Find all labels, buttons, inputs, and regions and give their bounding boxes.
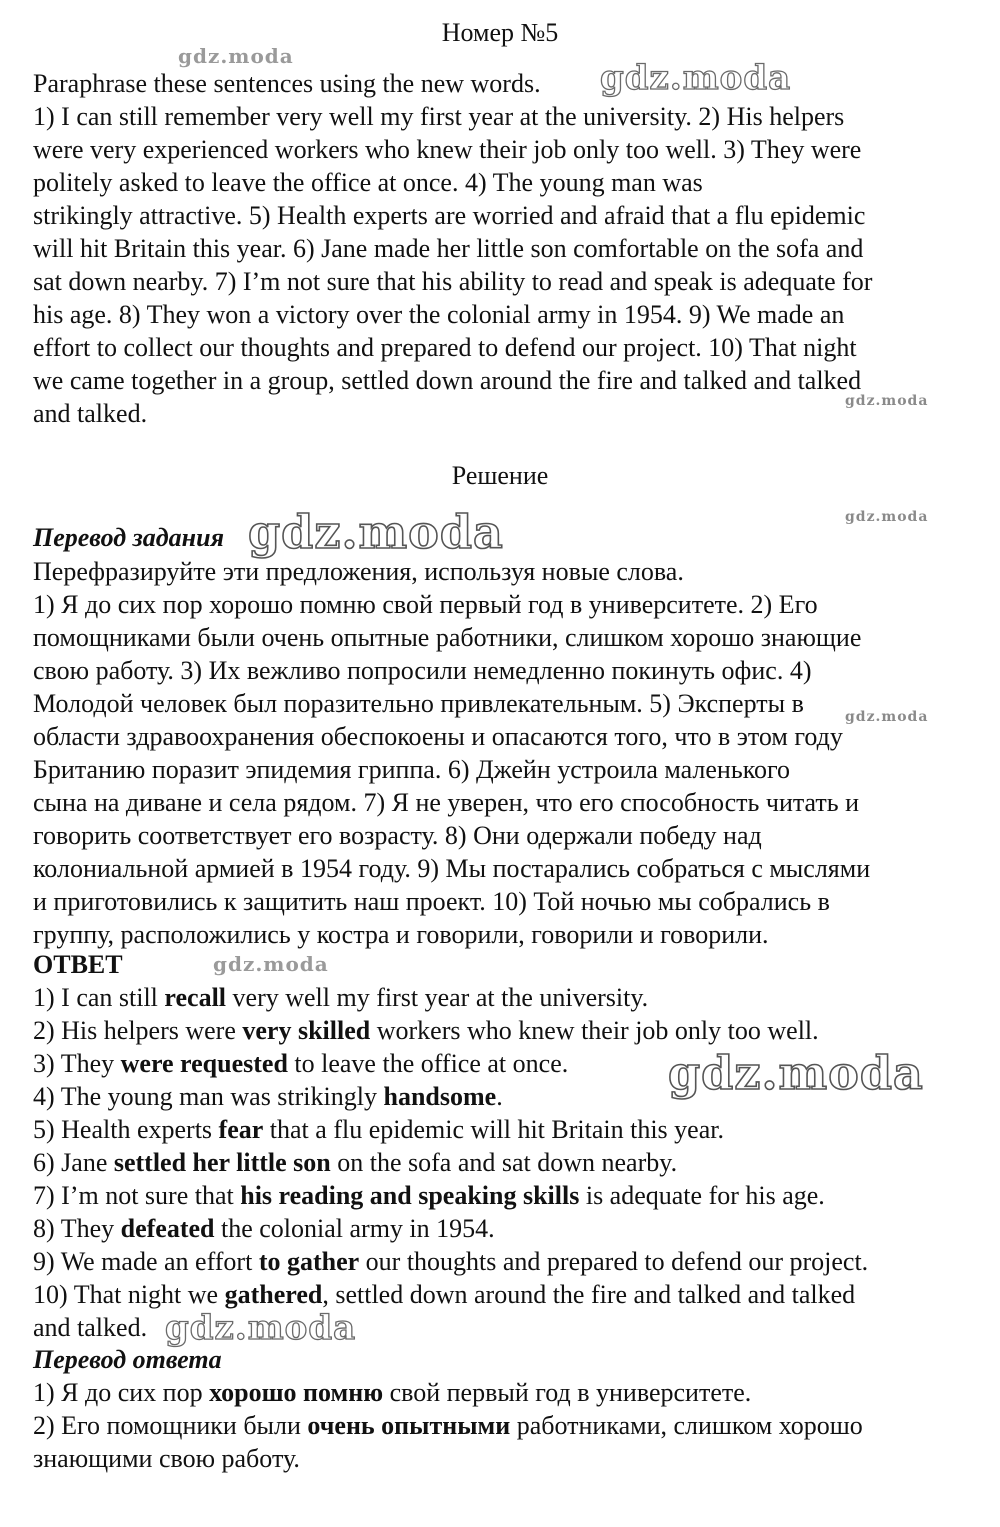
text-segment: workers who knew their job only too well.: [370, 1016, 819, 1045]
watermark: gdz.moda: [165, 1308, 357, 1348]
text-segment: 1) Я до сих пор: [33, 1378, 210, 1407]
answer-line: [33, 1146, 988, 1179]
translation-line: говорить соответствует его возрасту. 8) Они одержали победу над: [33, 821, 762, 850]
highlighted-phrase: очень опытными: [307, 1411, 511, 1440]
answer-sentences: [33, 981, 988, 1344]
task-instruction: Paraphrase these sentences using the new words.: [33, 69, 541, 98]
translation-line: 1) Я до сих пор хорошо помню свой первый год в университете. 2) Его: [33, 590, 818, 619]
translation-line: Британию поразит эпидемия гриппа. 6) Джейн устроила маленького: [33, 755, 791, 784]
task-line: and talked.: [33, 399, 148, 428]
text-segment: 9) We made an effort: [33, 1247, 259, 1276]
translation-text: [33, 555, 988, 951]
task-line: sat down nearby. 7) I’m not sure that his ability to read and speak is adequate for: [33, 267, 873, 296]
translation-line: Молодой человек был поразительно привлекательным. 5) Эксперты в: [33, 689, 804, 718]
text-segment: 6) Jane: [33, 1148, 114, 1177]
watermark: gdz.moda: [248, 505, 504, 559]
answer-translation-line: [33, 1442, 988, 1475]
task-line: strikingly attractive. 5) Health experts are worried and afraid that a flu epidemic: [33, 201, 866, 230]
text-segment: работниками, слишком хорошо: [510, 1411, 863, 1440]
highlighted-phrase: gathered: [224, 1280, 323, 1309]
text-segment: the colonial army in 1954.: [214, 1214, 495, 1243]
text-segment: 8) They: [33, 1214, 121, 1243]
text-segment: 7) I’m not sure that: [33, 1181, 241, 1210]
translation-line: Перефразируйте эти предложения, используя новые слова.: [33, 557, 684, 586]
text-segment: .: [496, 1082, 503, 1111]
answer-translation-text: [33, 1376, 988, 1475]
solution-heading: Решение: [451, 461, 549, 490]
highlighted-phrase: handsome: [383, 1082, 497, 1111]
task-line: his age. 8) They won a victory over the colonial army in 1954. 9) We made an: [33, 300, 845, 329]
watermark: gdz.moda: [845, 709, 929, 725]
task-line: effort to collect our thoughts and prepared to defend our project. 10) That night: [33, 333, 857, 362]
text-segment: 3) They: [33, 1049, 121, 1078]
text-segment: that a flu epidemic will hit Britain this year.: [263, 1115, 724, 1144]
text-segment: and talked.: [33, 1313, 148, 1342]
translation-line: помощниками были очень опытные работники, слишком хорошо знающие: [33, 623, 862, 652]
watermark: gdz.moda: [600, 58, 792, 98]
highlighted-phrase: to gather: [258, 1247, 360, 1276]
text-segment: to leave the office at once.: [287, 1049, 569, 1078]
answer-heading: ОТВЕТ: [33, 950, 123, 979]
highlighted-phrase: recall: [164, 983, 227, 1012]
watermark: gdz.moda: [178, 44, 294, 68]
answer-translation-sentences: [33, 1376, 988, 1475]
task-line: 1) I can still remember very well my first year at the university. 2) His helpers: [33, 102, 845, 131]
answer-line: [33, 1014, 988, 1047]
highlighted-phrase: were requested: [120, 1049, 288, 1078]
translation-line: и приготовились к защитить наш проект. 10) Той ночью мы собрались в: [33, 887, 830, 916]
highlighted-phrase: fear: [218, 1115, 264, 1144]
text-segment: знающими свою работу.: [33, 1444, 300, 1473]
highlighted-phrase: very skilled: [242, 1016, 371, 1045]
task-line: we came together in a group, settled down around the fire and talked and talked: [33, 366, 862, 395]
text-segment: 2) His helpers were: [33, 1016, 243, 1045]
text-segment: , settled down around the fire and talked and talked: [322, 1280, 856, 1309]
text-segment: our thoughts and prepared to defend our project.: [359, 1247, 869, 1276]
task-line: politely asked to leave the office at once. 4) The young man was: [33, 168, 703, 197]
answer-line: [33, 1113, 988, 1146]
translation-heading: Перевод задания: [33, 523, 224, 552]
answer-line: [33, 1245, 988, 1278]
answer-translation-heading: Перевод ответа: [33, 1345, 222, 1374]
translation-line: области здравоохранения обеспокоены и опасаются того, что в этом году: [33, 722, 843, 751]
translation-line: колониальной армией в 1954 году. 9) Мы постарались собраться с мыслями: [33, 854, 871, 883]
highlighted-phrase: defeated: [120, 1214, 215, 1243]
answer-line: [33, 1179, 988, 1212]
translation-line: свою работу. 3) Их вежливо попросили немедленно покинуть офис. 4): [33, 656, 812, 685]
task-line: were very experienced workers who knew their job only too well. 3) They were: [33, 135, 862, 164]
task-sentences: [33, 100, 988, 430]
page-title: Номер №5: [441, 18, 559, 47]
answer-text: [33, 981, 988, 1344]
text-segment: свой первый год в университете.: [383, 1378, 752, 1407]
text-segment: 2) Его помощники были: [33, 1411, 308, 1440]
watermark: gdz.moda: [845, 509, 929, 525]
answer-line: [33, 1278, 988, 1311]
text-segment: 10) That night we: [33, 1280, 225, 1309]
watermark: gdz.moda: [845, 393, 929, 409]
text-segment: very well my first year at the university.: [226, 983, 649, 1012]
answer-translation-line: [33, 1409, 988, 1442]
highlighted-phrase: settled her little son: [113, 1148, 331, 1177]
highlighted-phrase: хорошо помню: [209, 1378, 384, 1407]
highlighted-phrase: his reading and speaking skills: [240, 1181, 580, 1210]
task-line: will hit Britain this year. 6) Jane made her little son comfortable on the sofa and: [33, 234, 864, 263]
translation-line: группу, расположились у костра и говорили, говорили и говорили.: [33, 920, 769, 949]
translation-sentences: [33, 555, 988, 951]
text-segment: is adequate for his age.: [579, 1181, 825, 1210]
watermark: gdz.moda: [213, 952, 329, 976]
translation-line: сына на диване и села рядом. 7) Я не уверен, что его способность читать и: [33, 788, 860, 817]
answer-translation-line: [33, 1376, 988, 1409]
answer-line: [33, 981, 988, 1014]
text-segment: on the sofa and sat down nearby.: [330, 1148, 678, 1177]
text-segment: 1) I can still: [33, 983, 165, 1012]
task-text: [33, 67, 988, 430]
text-segment: 4) The young man was strikingly: [33, 1082, 384, 1111]
answer-line: [33, 1212, 988, 1245]
text-segment: 5) Health experts: [33, 1115, 219, 1144]
watermark: gdz.moda: [668, 1046, 924, 1100]
